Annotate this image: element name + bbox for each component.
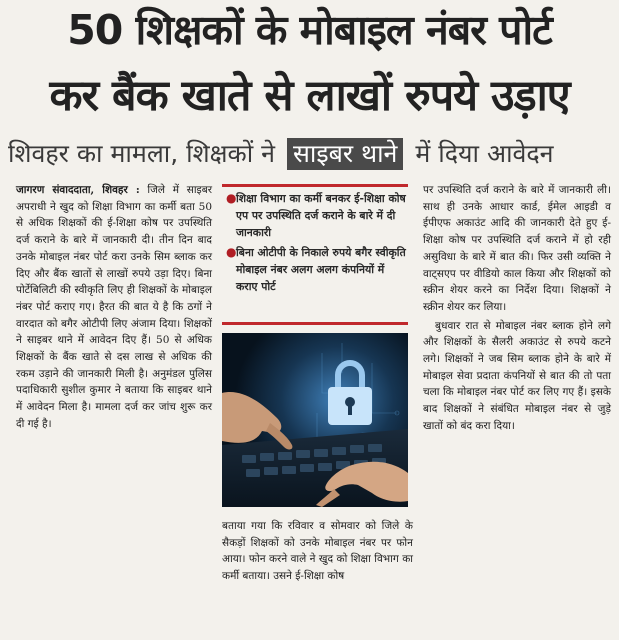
highlight-top-rule xyxy=(222,184,408,187)
bullet-icon: ● xyxy=(226,245,237,259)
article-body-3a: पर उपस्थिति दर्ज कराने के बारे में जानकारी ली। साथ ही उनके आधार कार्ड, ईमेल आइडी व ईपीएफ अकाउंट आदि की जानकारी देते हुए ई-शिक्षा कोष पर उपस्थिति दर्ज कराने में हो रही असुविधा के बारे में बात की। फिर उसी व्यक्ति ने वाट्सएप पर वीडियो काल किया और शिक्षकों को स्क्रीन शेयर करने का निर्देश दिया। शिक्षकों ने स्क्रीन शेयर कर लिया। xyxy=(423,184,611,313)
highlight-bottom-rule xyxy=(222,322,408,325)
highlight-text: बिना ओटीपी के निकाले रुपये बगैर स्वीकृति मोबाइल नंबर अलग अलग कंपनियों में कराए पोर्ट xyxy=(236,246,406,293)
highlight-item xyxy=(226,190,408,241)
highlight-text: शिक्षा विभाग का कर्मी बनकर ई-शिक्षा कोष एप पर उपस्थिति दर्ज कराने के बारे में दी जानकारी xyxy=(236,192,406,239)
article-column-1 xyxy=(16,182,212,632)
article-column-3 xyxy=(423,182,611,632)
subheadline xyxy=(8,135,613,173)
subheadline-text-end: में दिया आवेदन xyxy=(415,139,554,168)
headline-line-1: 50 शिक्षकों के मोबाइल नंबर पोर्ट xyxy=(67,6,552,54)
dateline: जागरण संवाददाता, शिवहर : xyxy=(16,184,140,196)
subheadline-text: शिवहर का मामला, शिक्षकों ने xyxy=(8,139,276,168)
article-body-1: जिले में साइबर अपराधी ने खुद को शिक्षा विभाग का कर्मी बता 50 से अधिक शिक्षकों की ई-शिक्षा कोष पर उपस्थिति दर्ज कराने के बारे में जानकारी दी। तीन दिन बाद उनके मोबाइल नंबर पोर्ट करा उनके सिम ब्लाक कर दिए और बैंक खातों से लाखों रुपये उड़ा दिए। बिना पोर्टेबिलिटी की स्वीकृति लिए ही शिक्षकों के मोबाइल नंबर पोर्ट कराए गए। हैरत की बात ये है कि ठगों ने वारदात को बगैर ओटीपी लिए अंजाम दिया। शिक्षकों ने साइबर थाने में आवेदन दिए हैं। 50 से अधिक शिक्षकों के बैंक खाते से दस लाख से अधिक की रकम उड़ाने की जानकारी मिली है। अनुमंडल पुलिस पदाधिकारी सुशील कुमार ने बताया कि साइबर थाने में आवेदन मिला है। मामला दर्ज कर जांच शुरू कर दी गई है। xyxy=(16,184,212,430)
headline-line-2: कर बैंक खाते से लाखों रुपये उड़ाए xyxy=(49,71,570,121)
article-column-2 xyxy=(222,518,413,634)
photo-illustration xyxy=(222,333,408,507)
subheadline-boxed-text: साइबर थाने xyxy=(287,138,403,170)
cyber-crime-photo xyxy=(222,333,408,507)
highlight-box xyxy=(226,190,408,320)
bullet-icon: ● xyxy=(226,191,237,205)
article-body-3b: बुधवार रात से मोबाइल नंबर ब्लाक होने लगे और शिक्षकों के सैलरी अकाउंट से रुपये कटने लगे। शिक्षकों ने जब सिम ब्लाक होने के बारे में मोबाइल सेवा प्रदाता कंपनियों से बात की तो पता चला कि मोबाइल नंबर पोर्ट कर लिए गए हैं। इसके बाद शिक्षकों ने संबंधित मोबाइल नंबर से जुड़े खातों को बंद करा दिया। xyxy=(423,319,611,432)
article-body-2: बताया गया कि रविवार व सोमवार को जिले के सैकड़ों शिक्षकों को उनके मोबाइल नंबर पर फोन आया। फोन करने वाले ने खुद को शिक्षा विभाग का कर्मी बताया। उसने ई-शिक्षा कोष xyxy=(222,520,413,583)
highlight-item xyxy=(226,244,408,295)
